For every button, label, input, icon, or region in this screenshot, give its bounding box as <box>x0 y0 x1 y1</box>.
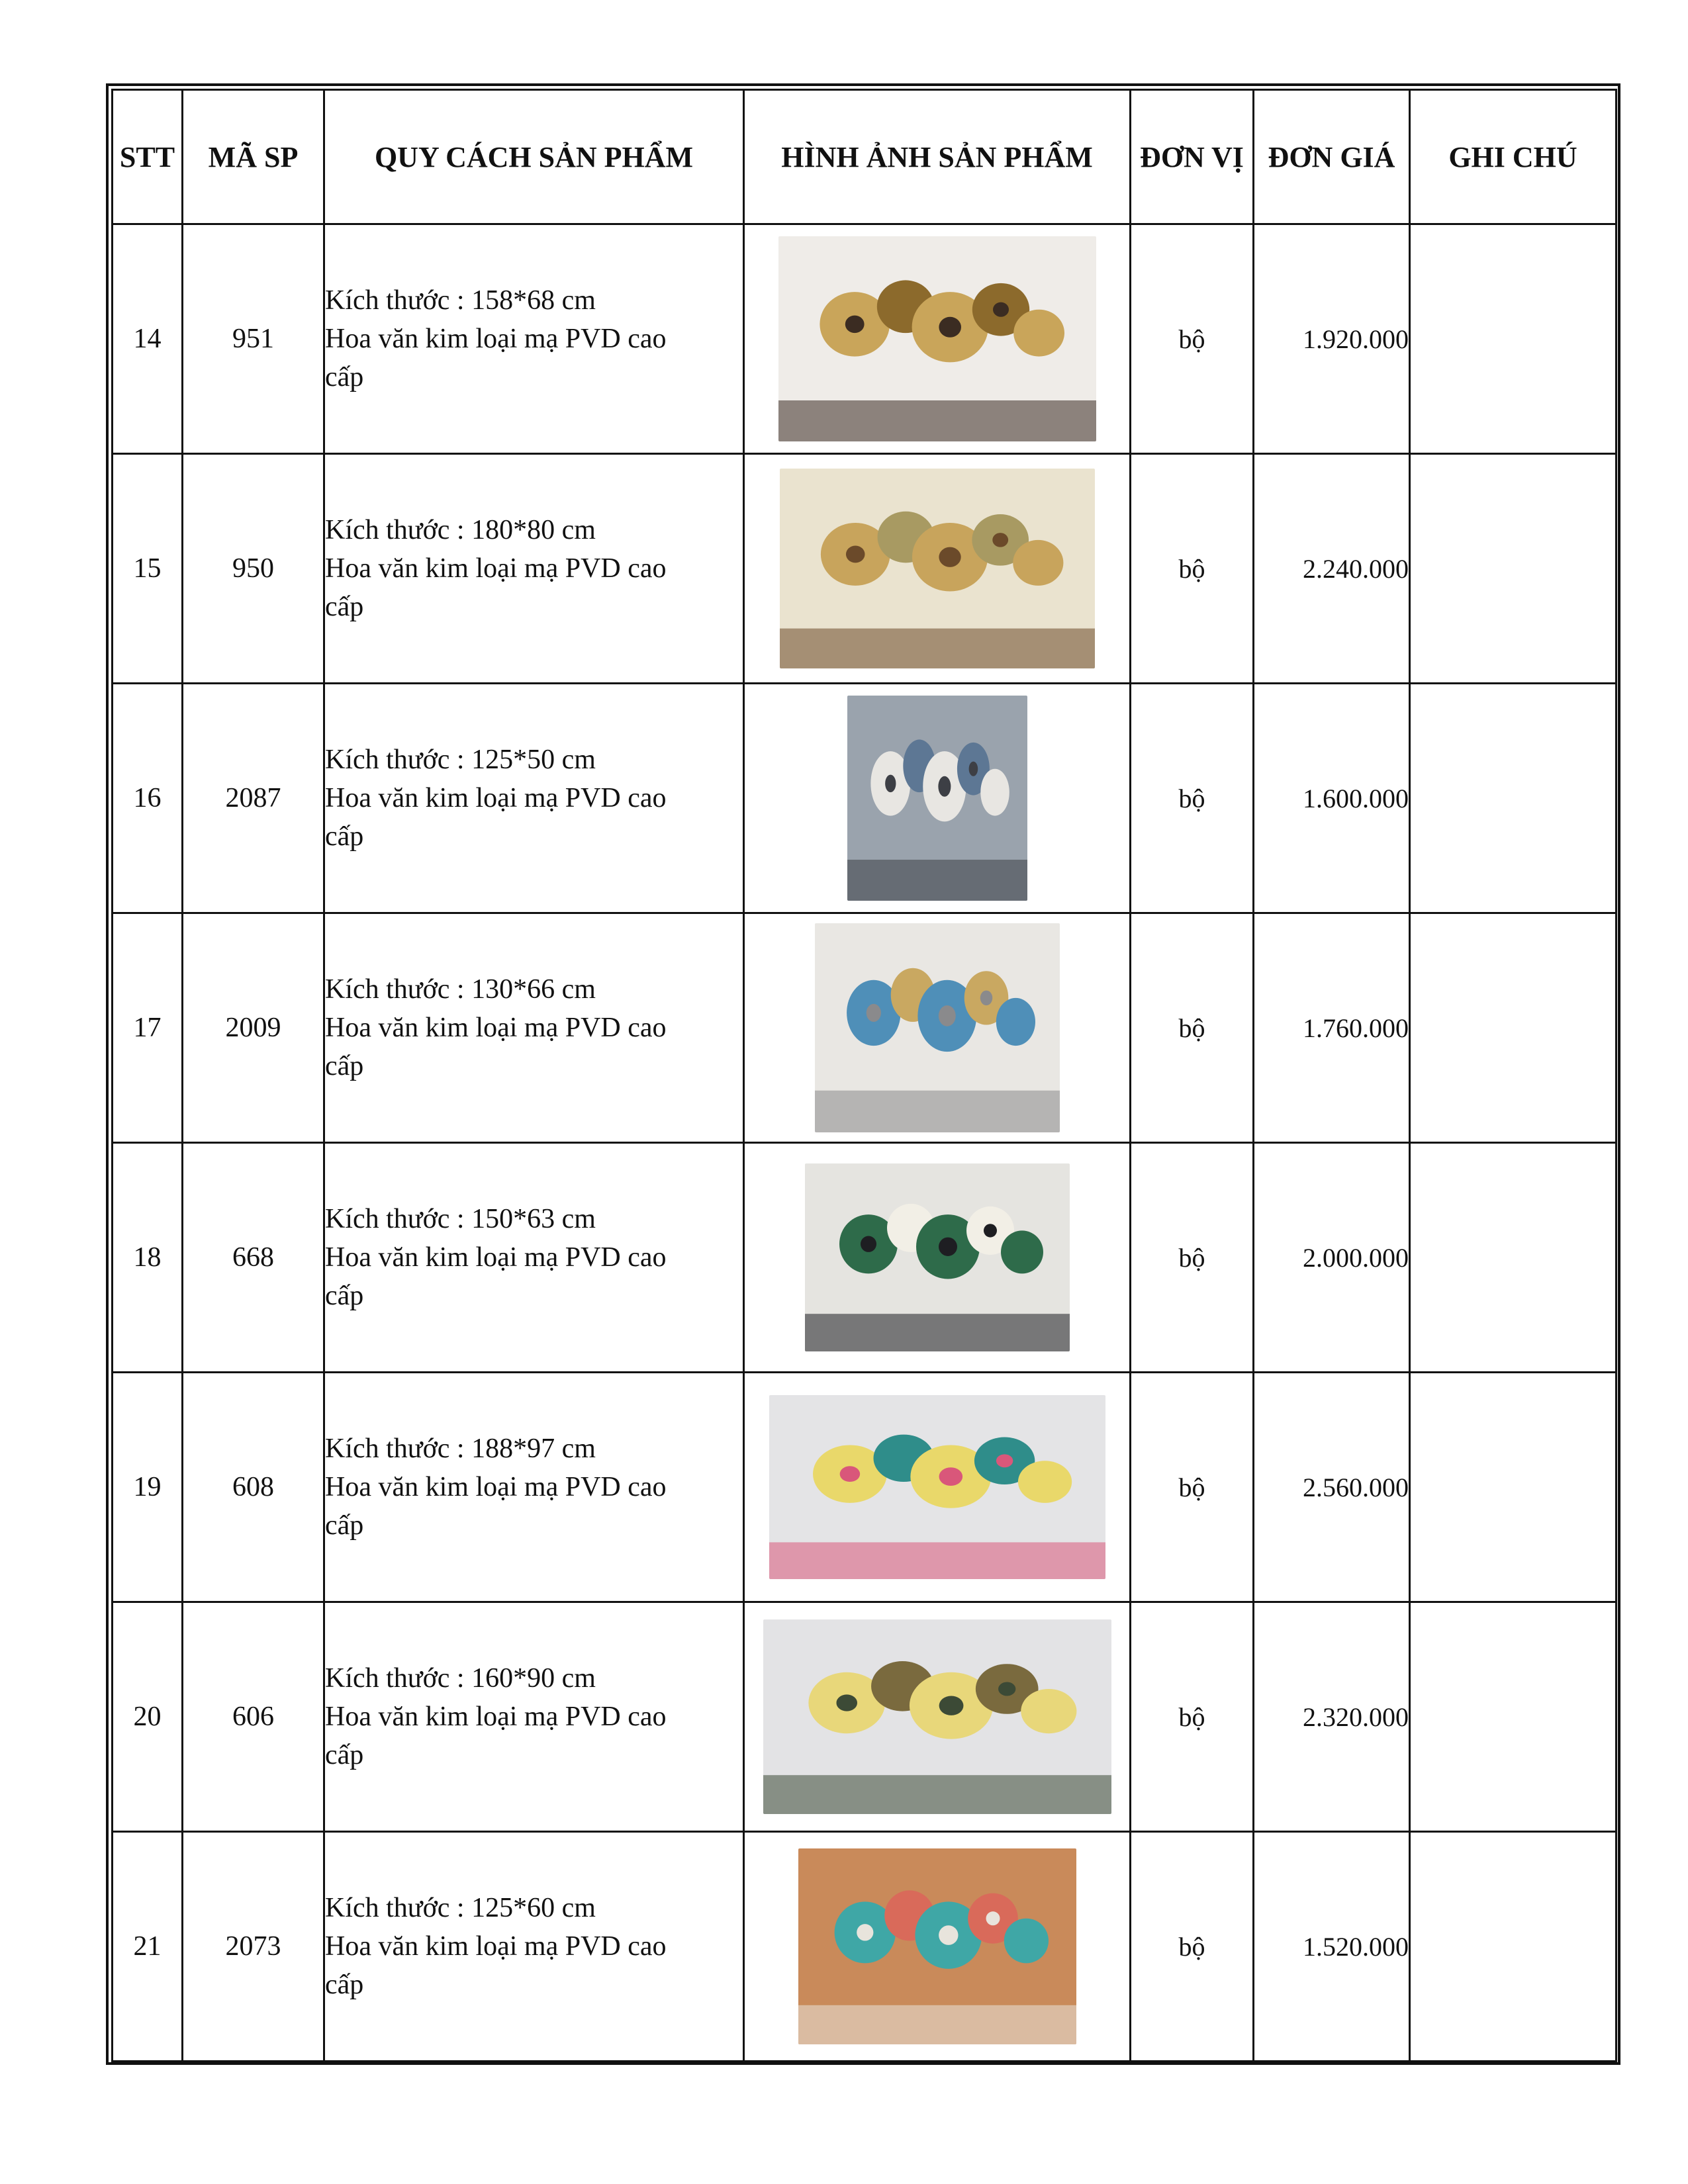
spec-desc-line2: cấp <box>325 362 364 392</box>
spec-desc-line1: Hoa văn kim loại mạ PVD cao <box>325 783 667 813</box>
cell-image <box>744 1602 1131 1832</box>
spec-size: Kích thước : 160*90 cm <box>325 1663 596 1694</box>
spec-desc-line1: Hoa văn kim loại mạ PVD cao <box>325 1013 667 1043</box>
green-white-flower-hallway-photo <box>805 1163 1070 1351</box>
cell-stt: 15 <box>113 454 183 684</box>
spec-desc-line2: cấp <box>325 1740 364 1770</box>
spec-desc-line2: cấp <box>325 1510 364 1541</box>
cell-price: 2.240.000 <box>1254 454 1410 684</box>
table-row <box>113 224 1617 454</box>
cell-spec <box>324 1832 744 2062</box>
cell-note <box>1410 684 1617 913</box>
cell-spec <box>324 913 744 1143</box>
cell-image <box>744 913 1131 1143</box>
spec-desc-line1: Hoa văn kim loại mạ PVD cao <box>325 1931 667 1962</box>
cell-code: 2087 <box>183 684 324 913</box>
spec-size: Kích thước : 125*60 cm <box>325 1893 596 1923</box>
cell-stt: 21 <box>113 1832 183 2062</box>
cell-unit: bộ <box>1131 684 1254 913</box>
spec-desc-line2: cấp <box>325 1281 364 1311</box>
gold-flower-wall-art-photo <box>778 236 1096 441</box>
gold-flower-over-sofa-photo <box>780 469 1095 668</box>
table-row <box>113 1373 1617 1602</box>
header-image: HÌNH ẢNH SẢN PHẨM <box>744 90 1131 224</box>
spec-size: Kích thước : 130*66 cm <box>325 974 596 1005</box>
blue-white-flower-living-room-photo <box>847 696 1027 901</box>
spec-size: Kích thước : 188*97 cm <box>325 1433 596 1464</box>
spec-desc-line1: Hoa văn kim loại mạ PVD cao <box>325 1242 667 1273</box>
spec-desc-line1: Hoa văn kim loại mạ PVD cao <box>325 553 667 584</box>
table-row <box>113 1832 1617 2062</box>
cell-stt: 16 <box>113 684 183 913</box>
cell-code: 606 <box>183 1602 324 1832</box>
cell-unit: bộ <box>1131 1832 1254 2062</box>
cell-note <box>1410 454 1617 684</box>
cell-code: 950 <box>183 454 324 684</box>
cell-image <box>744 454 1131 684</box>
spec-desc-line2: cấp <box>325 1970 364 2000</box>
cell-unit: bộ <box>1131 1602 1254 1832</box>
header-unit: ĐƠN VỊ <box>1131 90 1254 224</box>
cell-price: 2.560.000 <box>1254 1373 1410 1602</box>
spec-size: Kích thước : 158*68 cm <box>325 285 596 316</box>
spec-desc-line2: cấp <box>325 1051 364 1081</box>
cell-spec <box>324 684 744 913</box>
header-price: ĐƠN GIÁ <box>1254 90 1410 224</box>
cell-image <box>744 684 1131 913</box>
cell-stt: 19 <box>113 1373 183 1602</box>
cell-note <box>1410 1373 1617 1602</box>
yellow-metal-flower-photo <box>763 1619 1111 1814</box>
cell-image <box>744 1373 1131 1602</box>
cell-spec <box>324 224 744 454</box>
cell-spec <box>324 1602 744 1832</box>
cell-stt: 17 <box>113 913 183 1143</box>
cell-code: 668 <box>183 1143 324 1373</box>
spec-desc-line2: cấp <box>325 821 364 852</box>
cell-spec <box>324 454 744 684</box>
cell-note <box>1410 913 1617 1143</box>
table-row <box>113 454 1617 684</box>
cell-image <box>744 1832 1131 2062</box>
cell-code: 2009 <box>183 913 324 1143</box>
spec-size: Kích thước : 150*63 cm <box>325 1204 596 1234</box>
cell-stt: 20 <box>113 1602 183 1832</box>
cell-code: 608 <box>183 1373 324 1602</box>
spec-size: Kích thước : 180*80 cm <box>325 515 596 545</box>
cell-code: 2073 <box>183 1832 324 2062</box>
cell-price: 2.320.000 <box>1254 1602 1410 1832</box>
table-row <box>113 684 1617 913</box>
spec-desc-line2: cấp <box>325 592 364 622</box>
header-spec: QUY CÁCH SẢN PHẨM <box>324 90 744 224</box>
price-sheet <box>106 83 1620 2065</box>
cell-stt: 18 <box>113 1143 183 1373</box>
table-row <box>113 913 1617 1143</box>
cell-price: 1.760.000 <box>1254 913 1410 1143</box>
cell-price: 2.000.000 <box>1254 1143 1410 1373</box>
cell-stt: 14 <box>113 224 183 454</box>
header-code: MÃ SP <box>183 90 324 224</box>
table-row <box>113 1602 1617 1832</box>
teal-flower-in-box-photo <box>798 1848 1076 2044</box>
cell-price: 1.600.000 <box>1254 684 1410 913</box>
cell-unit: bộ <box>1131 1373 1254 1602</box>
cell-image <box>744 1143 1131 1373</box>
cell-code: 951 <box>183 224 324 454</box>
cell-unit: bộ <box>1131 1143 1254 1373</box>
spec-desc-line1: Hoa văn kim loại mạ PVD cao <box>325 1472 667 1502</box>
cell-price: 1.520.000 <box>1254 1832 1410 2062</box>
product-table <box>111 89 1617 2062</box>
cell-note <box>1410 1602 1617 1832</box>
spec-desc-line1: Hoa văn kim loại mạ PVD cao <box>325 1702 667 1732</box>
cell-image <box>744 224 1131 454</box>
cell-unit: bộ <box>1131 454 1254 684</box>
cell-unit: bộ <box>1131 913 1254 1143</box>
cell-price: 1.920.000 <box>1254 224 1410 454</box>
header-stt: STT <box>113 90 183 224</box>
cell-note <box>1410 1143 1617 1373</box>
colorful-metal-flower-photo <box>769 1395 1105 1579</box>
header-row <box>113 90 1617 224</box>
blue-gold-flower-bedroom-photo <box>815 923 1060 1132</box>
table-row <box>113 1143 1617 1373</box>
spec-desc-line1: Hoa văn kim loại mạ PVD cao <box>325 324 667 354</box>
cell-note <box>1410 224 1617 454</box>
cell-spec <box>324 1373 744 1602</box>
cell-spec <box>324 1143 744 1373</box>
cell-note <box>1410 1832 1617 2062</box>
header-note: GHI CHÚ <box>1410 90 1617 224</box>
cell-unit: bộ <box>1131 224 1254 454</box>
spec-size: Kích thước : 125*50 cm <box>325 745 596 775</box>
